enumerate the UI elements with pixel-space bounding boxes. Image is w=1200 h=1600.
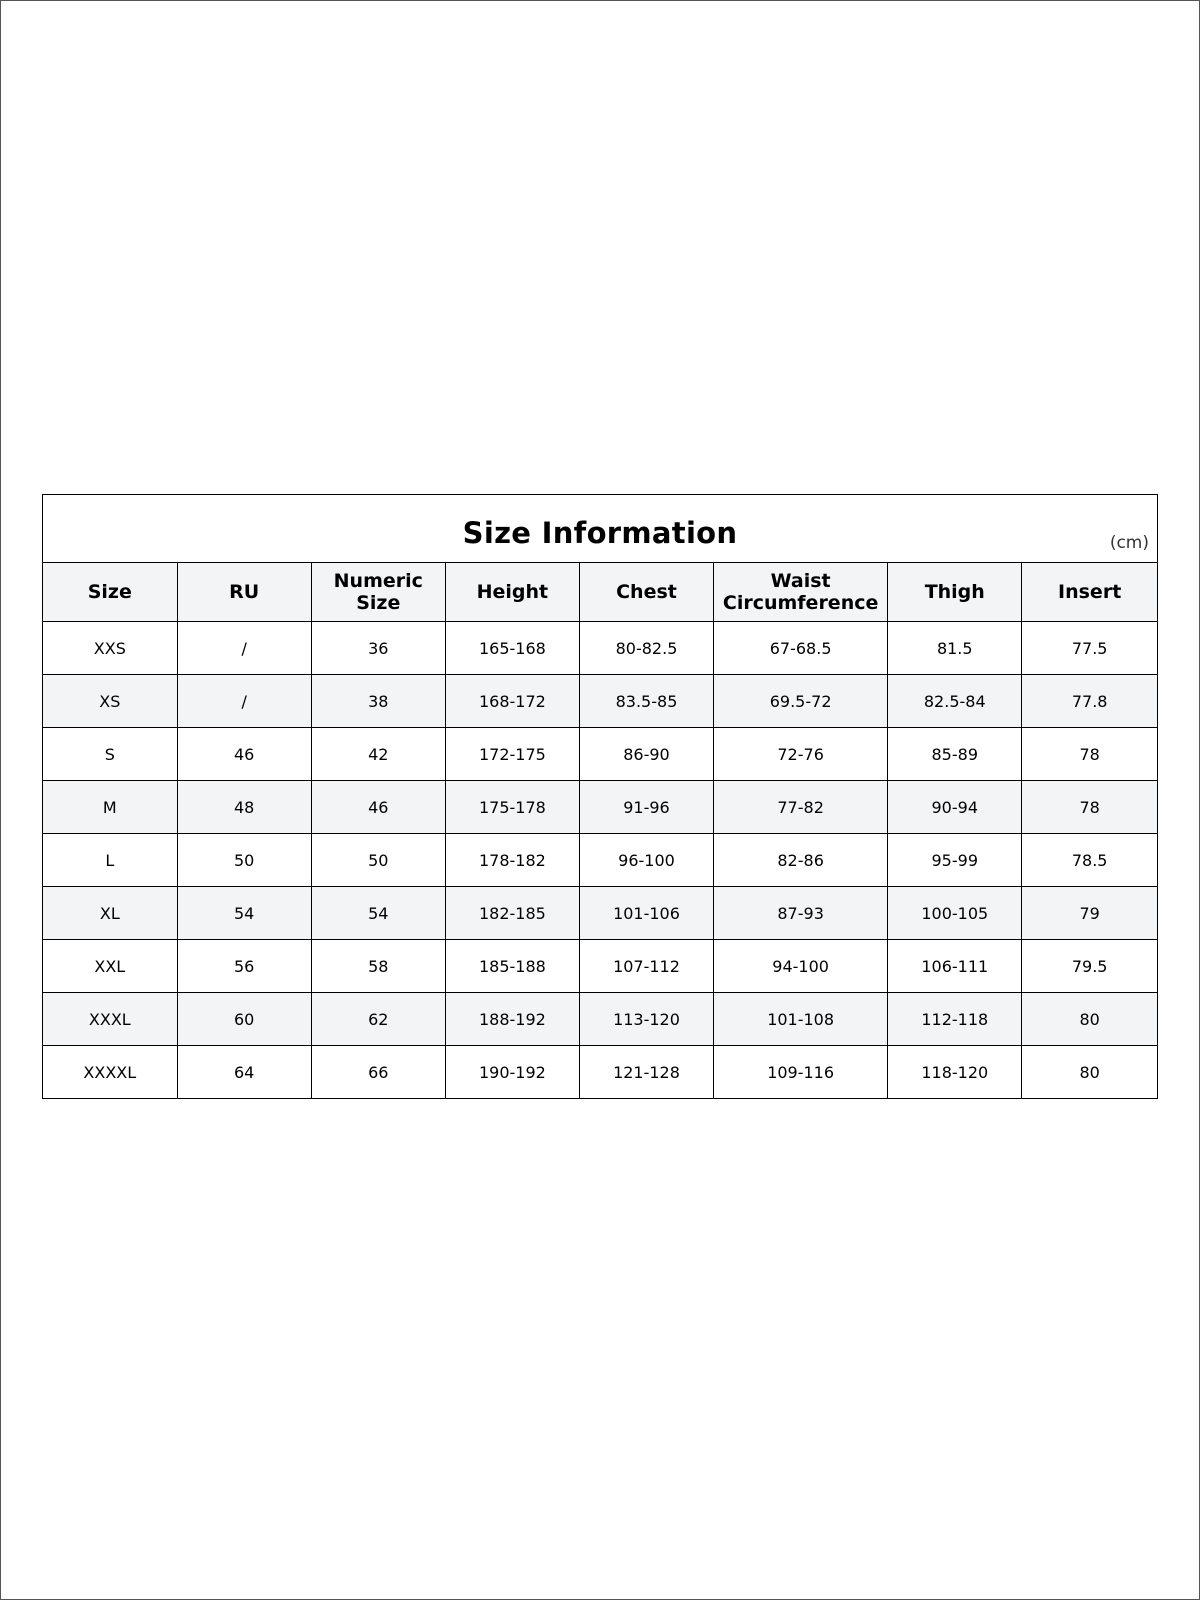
- table-cell: 79: [1022, 887, 1157, 940]
- table-cell: 86-90: [579, 728, 713, 781]
- table-cell: 113-120: [579, 993, 713, 1046]
- table-cell: 77-82: [714, 781, 888, 834]
- table-row: [43, 993, 1157, 1046]
- chart-title: Size Information: [462, 516, 738, 550]
- table-cell: /: [177, 675, 311, 728]
- table-row: [43, 1046, 1157, 1099]
- table-cell: 121-128: [579, 1046, 713, 1099]
- table-cell: 118-120: [888, 1046, 1022, 1099]
- table-cell: 69.5-72: [714, 675, 888, 728]
- table-cell: 67-68.5: [714, 622, 888, 675]
- table-cell: 72-76: [714, 728, 888, 781]
- table-row: [43, 728, 1157, 781]
- table-cell: 54: [311, 887, 445, 940]
- size-table: [43, 562, 1157, 1099]
- header-row: [43, 563, 1157, 622]
- column-header: Size: [43, 563, 177, 622]
- unit-label: (cm): [1109, 533, 1149, 553]
- table-cell: 106-111: [888, 940, 1022, 993]
- table-cell: 62: [311, 993, 445, 1046]
- table-cell: 54: [177, 887, 311, 940]
- table-cell: 48: [177, 781, 311, 834]
- table-cell: 95-99: [888, 834, 1022, 887]
- table-cell: L: [43, 834, 177, 887]
- table-cell: 50: [177, 834, 311, 887]
- table-cell: 165-168: [445, 622, 579, 675]
- table-cell: M: [43, 781, 177, 834]
- table-cell: 85-89: [888, 728, 1022, 781]
- table-cell: 80-82.5: [579, 622, 713, 675]
- table-cell: 188-192: [445, 993, 579, 1046]
- table-cell: XXL: [43, 940, 177, 993]
- table-cell: XL: [43, 887, 177, 940]
- table-cell: XXXL: [43, 993, 177, 1046]
- column-header: Thigh: [888, 563, 1022, 622]
- table-cell: 107-112: [579, 940, 713, 993]
- table-cell: /: [177, 622, 311, 675]
- table-cell: 96-100: [579, 834, 713, 887]
- table-row: [43, 940, 1157, 993]
- table-row: [43, 781, 1157, 834]
- table-cell: XS: [43, 675, 177, 728]
- table-cell: 46: [177, 728, 311, 781]
- table-row: [43, 834, 1157, 887]
- table-cell: S: [43, 728, 177, 781]
- table-cell: 42: [311, 728, 445, 781]
- table-cell: 77.5: [1022, 622, 1157, 675]
- table-cell: 112-118: [888, 993, 1022, 1046]
- table-cell: 80: [1022, 993, 1157, 1046]
- table-cell: 168-172: [445, 675, 579, 728]
- table-cell: 100-105: [888, 887, 1022, 940]
- table-cell: 82-86: [714, 834, 888, 887]
- table-cell: 172-175: [445, 728, 579, 781]
- table-cell: 79.5: [1022, 940, 1157, 993]
- table-cell: XXXXL: [43, 1046, 177, 1099]
- size-chart: [42, 494, 1158, 1099]
- column-header: Insert: [1022, 563, 1157, 622]
- table-cell: 36: [311, 622, 445, 675]
- table-cell: 66: [311, 1046, 445, 1099]
- table-cell: 178-182: [445, 834, 579, 887]
- table-cell: 190-192: [445, 1046, 579, 1099]
- column-header: Height: [445, 563, 579, 622]
- table-cell: 56: [177, 940, 311, 993]
- table-cell: 60: [177, 993, 311, 1046]
- table-cell: 185-188: [445, 940, 579, 993]
- table-cell: 78.5: [1022, 834, 1157, 887]
- table-cell: 109-116: [714, 1046, 888, 1099]
- table-row: [43, 622, 1157, 675]
- table-cell: 81.5: [888, 622, 1022, 675]
- column-header: Waist Circumference: [714, 563, 888, 622]
- table-cell: 80: [1022, 1046, 1157, 1099]
- column-header: Numeric Size: [311, 563, 445, 622]
- table-cell: 101-106: [579, 887, 713, 940]
- table-cell: 87-93: [714, 887, 888, 940]
- table-cell: 46: [311, 781, 445, 834]
- table-cell: 91-96: [579, 781, 713, 834]
- table-cell: 82.5-84: [888, 675, 1022, 728]
- table-cell: 78: [1022, 728, 1157, 781]
- column-header: RU: [177, 563, 311, 622]
- table-cell: 77.8: [1022, 675, 1157, 728]
- table-cell: 90-94: [888, 781, 1022, 834]
- table-cell: 175-178: [445, 781, 579, 834]
- table-cell: 78: [1022, 781, 1157, 834]
- table-cell: 38: [311, 675, 445, 728]
- table-cell: 101-108: [714, 993, 888, 1046]
- table-body: [43, 622, 1157, 1099]
- column-header: Chest: [579, 563, 713, 622]
- table-row: [43, 887, 1157, 940]
- table-cell: 94-100: [714, 940, 888, 993]
- chart-header: [43, 495, 1157, 562]
- table-cell: 64: [177, 1046, 311, 1099]
- table-cell: 50: [311, 834, 445, 887]
- table-cell: 83.5-85: [579, 675, 713, 728]
- table-cell: 58: [311, 940, 445, 993]
- table-row: [43, 675, 1157, 728]
- table-cell: XXS: [43, 622, 177, 675]
- table-cell: 182-185: [445, 887, 579, 940]
